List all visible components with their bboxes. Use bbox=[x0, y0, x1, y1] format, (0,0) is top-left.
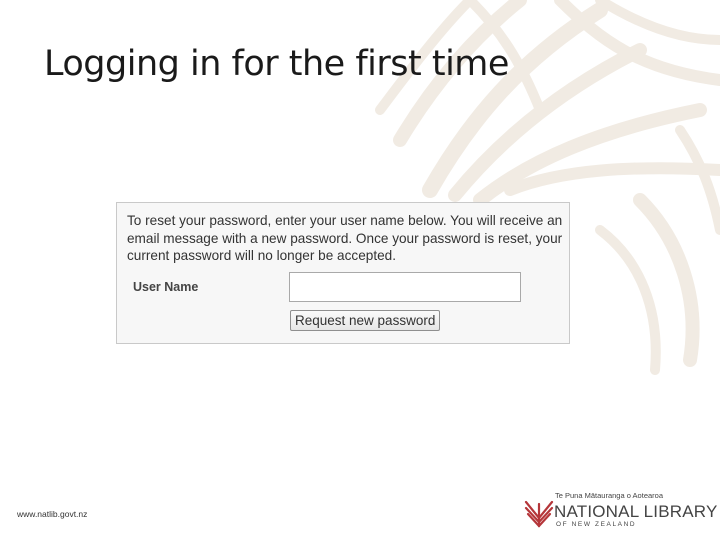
logo-tagline: Te Puna Mātauranga o Aotearoa bbox=[555, 491, 663, 500]
reset-instructions: To reset your password, enter your user name below. You will receive an email message with a new password. Once your password is reset, your current password will no longer be accepted. bbox=[127, 213, 563, 263]
request-new-password-button[interactable]: Request new password bbox=[290, 310, 440, 331]
username-label: User Name bbox=[133, 280, 199, 294]
footer-url: www.natlib.govt.nz bbox=[17, 509, 88, 519]
koru-fern-logo-icon bbox=[524, 498, 554, 528]
national-library-logo bbox=[524, 490, 718, 532]
username-input[interactable] bbox=[289, 272, 521, 302]
logo-subname: OF NEW ZEALAND bbox=[556, 521, 637, 528]
password-reset-panel bbox=[116, 202, 570, 344]
logo-name: NATIONAL LIBRARY bbox=[554, 502, 718, 521]
slide-title: Logging in for the first time bbox=[44, 44, 509, 84]
